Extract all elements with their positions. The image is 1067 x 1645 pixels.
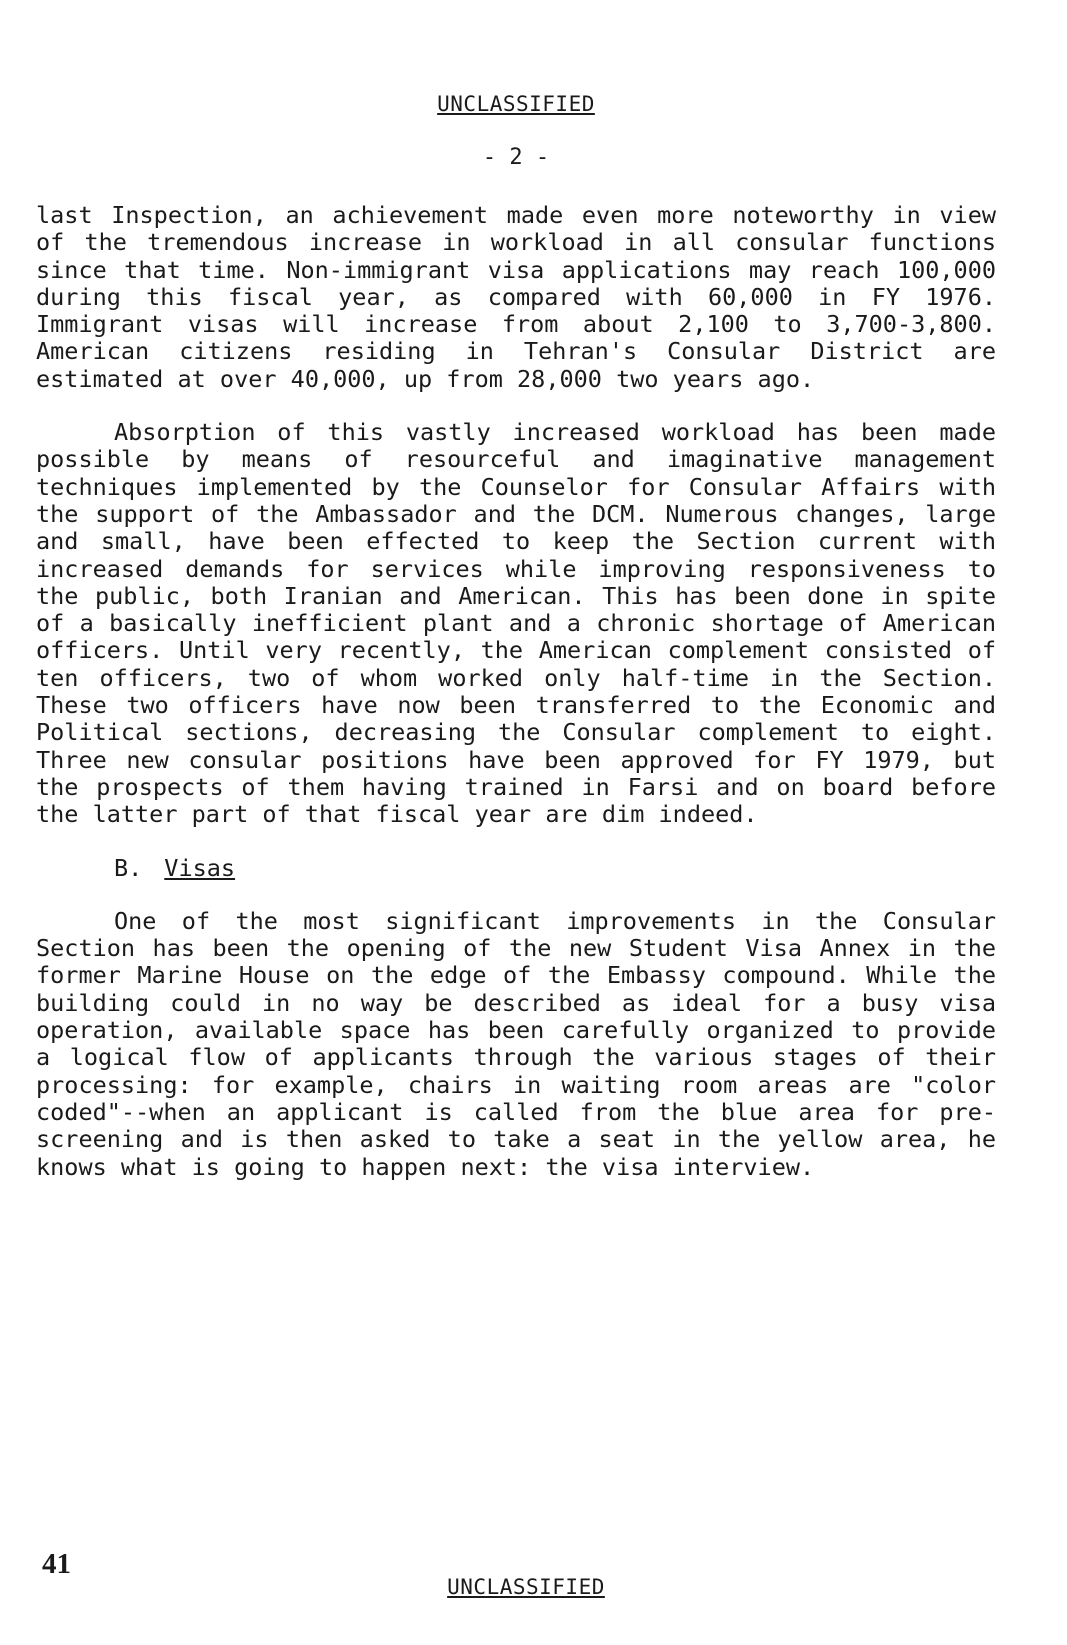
paragraph-visas: One of the most significant improvements in the Consular Section has been the opening of the new Student Visa Annex in the former Marine House on the edge of the Embassy compound. While the building could in no way be described as ideal for a busy visa operation, available space has been carefully organized to provide a logical flow of applicants through the various stages of their processing: for example, chairs in waiting room areas are "color coded"--when an applicant is called from the blue area for pre-screening and is then asked to take a seat in the yellow area, he knows what is going to happen next: the visa interview. [36,906,996,1181]
paragraph-workload: Absorption of this vastly increased workload has been made possible by means of resourceful and imaginative management techniques implemented by the Counselor for Consular Affairs with the support of the Ambassador and the DCM. Numerous changes, large and small, have been effected to keep the Section current with increased demands for services while improving responsiveness to the public, both Iranian and American. This has been done in spite of a basically inefficient plant and a chronic shortage of American officers. Until very recently, the American complement consisted of ten officers, two of whom worked only half-time in the Section. These two officers have now been transferred to the Economic and Political sections, decreasing the Consular complement to eight. Three new consular positions have been approved for FY 1979, but the prospects of them having trained in Farsi and on board before the latter part of that fiscal year are dim indeed. [36,418,996,829]
bottom-classification-marking: UNCLASSIFIED [447,1575,605,1599]
top-classification-marking: UNCLASSIFIED [437,92,595,116]
section-title: Visas [164,853,236,882]
folio-number: 41 [42,1548,71,1580]
document-page [36,0,996,1645]
section-heading-visas [114,855,996,882]
document-body [36,202,996,1207]
section-letter: B. [114,853,143,882]
page-number: - 2 - [482,145,550,170]
paragraph-continuation: last Inspection, an achievement made even more noteworthy in view of the tremendous increase in workload in all consular functions since that time. Non-immigrant visa applications may reach 100,000 during this fiscal year, as compared with 60,000 in FY 1976. Immigrant visas will increase from about 2,100 to 3,700-3,800. American citizens residing in Tehran's Consular District are estimated at over 40,000, up from 28,000 two years ago. [36,201,996,393]
